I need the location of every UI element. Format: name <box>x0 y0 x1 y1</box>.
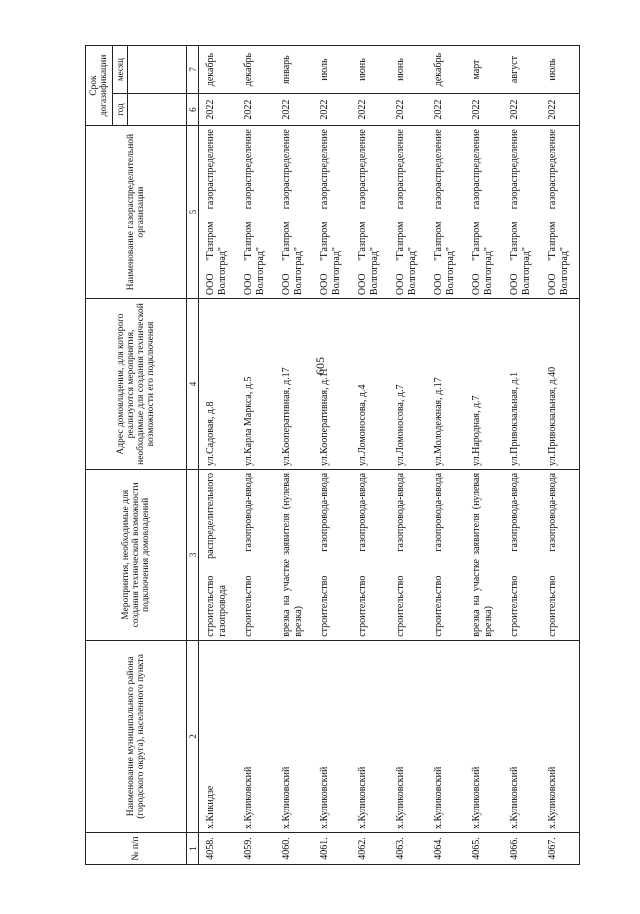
col-number: 2 <box>187 640 199 832</box>
row-settlement: х.Куликовский <box>351 640 389 832</box>
row-settlement: х.Куликовский <box>541 640 580 832</box>
row-number: 4062. <box>351 832 389 864</box>
row-organization: ООО "Газпром газораспределение Волгоград" <box>199 126 238 299</box>
row-measure: строительство газопровода-ввода <box>351 469 389 640</box>
row-year: 2022 <box>351 94 389 126</box>
row-month: декабрь <box>199 46 238 94</box>
row-year: 2022 <box>199 94 238 126</box>
row-number: 4066. <box>503 832 541 864</box>
col-number: 3 <box>187 469 199 640</box>
row-measure: врезка на участке заявителя (нулевая врезка) <box>465 469 503 640</box>
row-month: июнь <box>389 46 427 94</box>
row-year: 2022 <box>427 94 465 126</box>
row-year: 2022 <box>275 94 313 126</box>
row-number: 4067. <box>541 832 580 864</box>
row-organization: ООО "Газпром газораспределение Волгоград" <box>427 126 465 299</box>
row-address: ул.Привокзальная, д.40 <box>541 299 580 470</box>
header-municipality: Наименование муниципального района (городского округа), населенного пункта <box>86 640 187 832</box>
row-year: 2022 <box>503 94 541 126</box>
row-measure: строительство газопровода-ввода <box>541 469 580 640</box>
row-measure: строительство газопровода-ввода <box>427 469 465 640</box>
page-number: 605 <box>313 357 327 375</box>
gasification-table <box>85 45 580 865</box>
row-organization: ООО "Газпром газораспределение Волгоград" <box>313 126 351 299</box>
row-measure: строительство газопровода-ввода <box>389 469 427 640</box>
rotated-document <box>85 45 630 865</box>
table-row <box>541 46 580 865</box>
row-settlement: х.Куликовский <box>275 640 313 832</box>
row-organization: ООО "Газпром газораспределение Волгоград" <box>351 126 389 299</box>
header-year: год <box>113 94 128 126</box>
row-address: ул.Кооперативная, д.11 <box>313 299 351 470</box>
table-row <box>389 46 427 865</box>
table-body <box>199 46 580 865</box>
table-row <box>351 46 389 865</box>
row-organization: ООО "Газпром газораспределение Волгоград" <box>465 126 503 299</box>
table-row <box>503 46 541 865</box>
row-address: ул.Народная, д.7 <box>465 299 503 470</box>
row-organization: ООО "Газпром газораспределение Волгоград" <box>237 126 275 299</box>
row-measure: строительство газопровода-ввода <box>503 469 541 640</box>
row-month: июль <box>541 46 580 94</box>
row-address: ул.Молодежная, д.17 <box>427 299 465 470</box>
row-settlement: х.Кикидзе <box>199 640 238 832</box>
row-month: июль <box>313 46 351 94</box>
row-measure: врезка на участке заявителя (нулевая врезка) <box>275 469 313 640</box>
row-settlement: х.Куликовский <box>313 640 351 832</box>
row-settlement: х.Куликовский <box>389 640 427 832</box>
row-year: 2022 <box>389 94 427 126</box>
row-number: 4065. <box>465 832 503 864</box>
row-address: ул.Садовая, д.8 <box>199 299 238 470</box>
table-row <box>313 46 351 865</box>
row-measure: строительство газопровода-ввода <box>237 469 275 640</box>
row-month: январь <box>275 46 313 94</box>
header-measures: Мероприятия, необходимые для создания технической возможности подключения домовладений <box>86 469 187 640</box>
row-measure: строительство газопровода-ввода <box>313 469 351 640</box>
row-number: 4064. <box>427 832 465 864</box>
row-settlement: х.Куликовский <box>465 640 503 832</box>
header-deadline: Срок догазификации <box>86 46 113 126</box>
row-measure: строительство распределительного газопровода <box>199 469 238 640</box>
row-month: декабрь <box>237 46 275 94</box>
row-number: 4058. <box>199 832 238 864</box>
header-spacer <box>128 94 187 126</box>
header-organization: Наименование газораспределительной организации <box>86 126 187 299</box>
header-address: Адрес домовладения, для которого реализуются мероприятия, необходимые для создания технической возможности его подключения <box>86 299 187 470</box>
row-address: ул.Привокзальная, д.1 <box>503 299 541 470</box>
row-settlement: х.Куликовский <box>237 640 275 832</box>
row-number: 4059. <box>237 832 275 864</box>
row-year: 2022 <box>313 94 351 126</box>
row-organization: ООО "Газпром газораспределение Волгоград" <box>275 126 313 299</box>
row-number: 4063. <box>389 832 427 864</box>
table-row <box>427 46 465 865</box>
col-number: 1 <box>187 832 199 864</box>
table-row <box>237 46 275 865</box>
row-address: ул.Кооперативная, д.17 <box>275 299 313 470</box>
header-spacer <box>128 46 187 94</box>
row-number: 4060. <box>275 832 313 864</box>
col-number: 7 <box>187 46 199 94</box>
row-year: 2022 <box>237 94 275 126</box>
row-month: декабрь <box>427 46 465 94</box>
col-number: 4 <box>187 299 199 470</box>
row-month: июнь <box>351 46 389 94</box>
table-row <box>465 46 503 865</box>
row-settlement: х.Куликовский <box>503 640 541 832</box>
row-organization: ООО "Газпром газораспределение Волгоград" <box>541 126 580 299</box>
header-number: № п/п <box>86 832 187 864</box>
col-number: 6 <box>187 94 199 126</box>
header-month: месяц <box>113 46 128 94</box>
row-number: 4061. <box>313 832 351 864</box>
row-month: август <box>503 46 541 94</box>
row-address: ул.Карла Маркса, д.5 <box>237 299 275 470</box>
row-organization: ООО "Газпром газораспределение Волгоград" <box>389 126 427 299</box>
table-row <box>275 46 313 865</box>
col-number: 5 <box>187 126 199 299</box>
row-address: ул.Ломоносова, д.4 <box>351 299 389 470</box>
row-address: ул.Ломоносова, д.7 <box>389 299 427 470</box>
row-organization: ООО "Газпром газораспределение Волгоград" <box>503 126 541 299</box>
row-month: март <box>465 46 503 94</box>
row-year: 2022 <box>465 94 503 126</box>
row-year: 2022 <box>541 94 580 126</box>
row-settlement: х.Куликовский <box>427 640 465 832</box>
table-row <box>199 46 238 865</box>
